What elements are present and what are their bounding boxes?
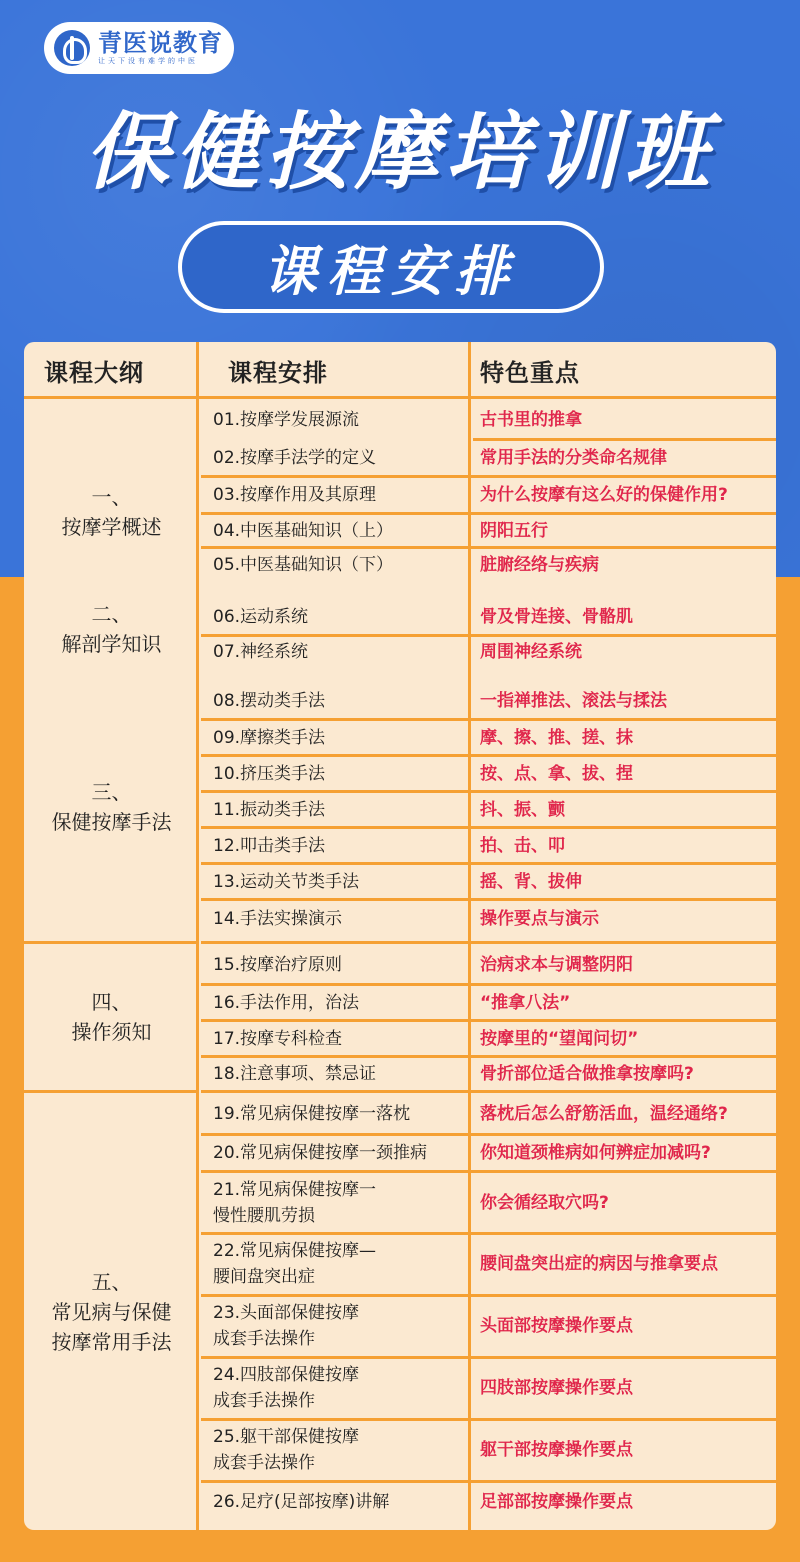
course-text: 22.常见病保健按摩— 腰间盘突出症 [213,1241,377,1287]
table-row-focus: 拍、击、叩 [480,836,565,856]
table-row-course: 09.摩擦类手法 [213,728,326,748]
category-techniques [24,772,199,842]
category-name: 常见病与保健 按摩常用手法 [51,1300,172,1354]
table-row-course: 18.注意事项、禁忌证 [213,1064,377,1084]
table-row-focus: 四肢部按摩操作要点 [480,1378,633,1398]
table-row-course [213,1235,473,1293]
table-row-course: 06.运动系统 [213,607,309,627]
acupuncture-figure-icon [54,30,90,66]
table-row-focus: 你会循经取穴吗? [480,1193,609,1213]
category-overview [24,462,199,562]
table-row-focus: 脏腑经络与疾病 [480,555,599,575]
table-row-focus: 为什么按摩有这么好的保健作用? [480,485,728,505]
table-row-course [213,1174,473,1232]
table-row-course: 12.叩击类手法 [213,836,326,856]
table-row-course: 10.挤压类手法 [213,764,326,784]
category-anatomy [24,594,199,664]
row-divider [201,1170,776,1173]
table-row-course: 16.手法作用，治法 [213,993,360,1013]
category-number: 一、 [91,485,132,509]
header-schedule: 课程安排 [228,358,328,387]
course-text: 21.常见病保健按摩一 慢性腰肌劳损 [213,1180,377,1226]
course-text: 23.头面部保健按摩 成套手法操作 [213,1303,360,1349]
row-divider [201,941,776,944]
table-row-focus: 摇、背、拔伸 [480,872,582,892]
table-row-focus: 一指禅推法、滚法与揉法 [480,691,667,711]
table-row-focus: 常用手法的分类命名规律 [480,448,667,468]
table-row-focus: 腰间盘突出症的病因与推拿要点 [480,1254,718,1274]
table-row-focus: 你知道颈椎病如何辨症加减吗? [480,1143,711,1163]
brand-name: 青医说教育 [98,29,223,57]
category-name: 按摩学概述 [61,515,162,539]
course-text: 24.四肢部保健按摩 成套手法操作 [213,1365,360,1411]
category-name: 操作须知 [71,1020,152,1044]
table-row-course [213,1297,473,1355]
course-table [24,342,776,1530]
category-divider [24,1090,196,1093]
table-row-focus: 抖、振、颤 [480,800,565,820]
subtitle: 课程安排 [263,239,519,303]
category-name: 解剖学知识 [61,632,162,656]
table-row-course: 17.按摩专科检查 [213,1029,343,1049]
table-row-course: 08.摆动类手法 [213,691,326,711]
table-row-course: 13.运动关节类手法 [213,872,360,892]
table-row-focus: 治病求本与调整阴阳 [480,955,633,975]
table-row-course: 11.振动类手法 [213,800,326,820]
table-row-focus: 足部部按摩操作要点 [480,1492,633,1512]
table-row-course: 04.中医基础知识（上） [213,521,394,541]
table-row-course: 01.按摩学发展源流 [213,410,360,430]
table-row-focus: “推拿八法” [480,993,571,1013]
row-divider [201,1090,776,1093]
table-row-focus: 周围神经系统 [480,642,582,662]
header-divider [24,396,776,399]
category-number: 五、 [91,1270,132,1294]
table-row-course: 02.按摩手法学的定义 [213,448,377,468]
table-row-focus: 躯干部按摩操作要点 [480,1440,633,1460]
category-common-diseases [24,1262,199,1362]
table-row-focus: 操作要点与演示 [480,909,599,929]
subtitle-pill [178,221,604,313]
brand-logo [44,22,234,74]
category-number: 二、 [91,602,132,626]
table-row-focus: 按摩里的“望闻问切” [480,1029,639,1049]
table-row-focus: 头面部按摩操作要点 [480,1316,633,1336]
table-row-course: 19.常见病保健按摩一落枕 [213,1104,411,1124]
brand-slogan: 让天下没有难学的中医 [98,57,198,65]
table-row-course: 20.常见病保健按摩一颈推病 [213,1143,428,1163]
table-row-course: 26.足疗(足部按摩)讲解 [213,1492,390,1512]
page-title: 保健按摩培训班 [84,103,715,201]
header-outline: 课程大纲 [44,358,144,387]
header-focus: 特色重点 [480,358,580,387]
table-row-course: 05.中医基础知识（下） [213,555,394,575]
table-row-course: 15.按摩治疗原则 [213,955,343,975]
table-row-focus: 骨及骨连接、骨骼肌 [480,607,633,627]
table-row-focus: 摩、擦、推、搓、抹 [480,728,633,748]
category-operation [24,982,199,1052]
category-number: 四、 [91,990,132,1014]
table-row-focus: 落枕后怎么舒筋活血，温经通络? [480,1104,728,1124]
table-row-course: 07.神经系统 [213,642,309,662]
table-row-course: 14.手法实操演示 [213,909,343,929]
category-divider [24,941,196,944]
table-row-course [213,1421,473,1479]
category-name: 保健按摩手法 [51,810,172,834]
table-row-focus: 古书里的推拿 [480,410,582,430]
table-row-focus: 阴阳五行 [480,521,548,541]
table-row-course: 03.按摩作用及其原理 [213,485,377,505]
category-number: 三、 [91,780,132,804]
table-row-focus: 骨折部位适合做推拿按摩吗? [480,1064,694,1084]
table-row-focus: 按、点、拿、拔、捏 [480,764,633,784]
course-text: 25.躯干部保健按摩 成套手法操作 [213,1427,360,1473]
table-row-course [213,1359,473,1417]
